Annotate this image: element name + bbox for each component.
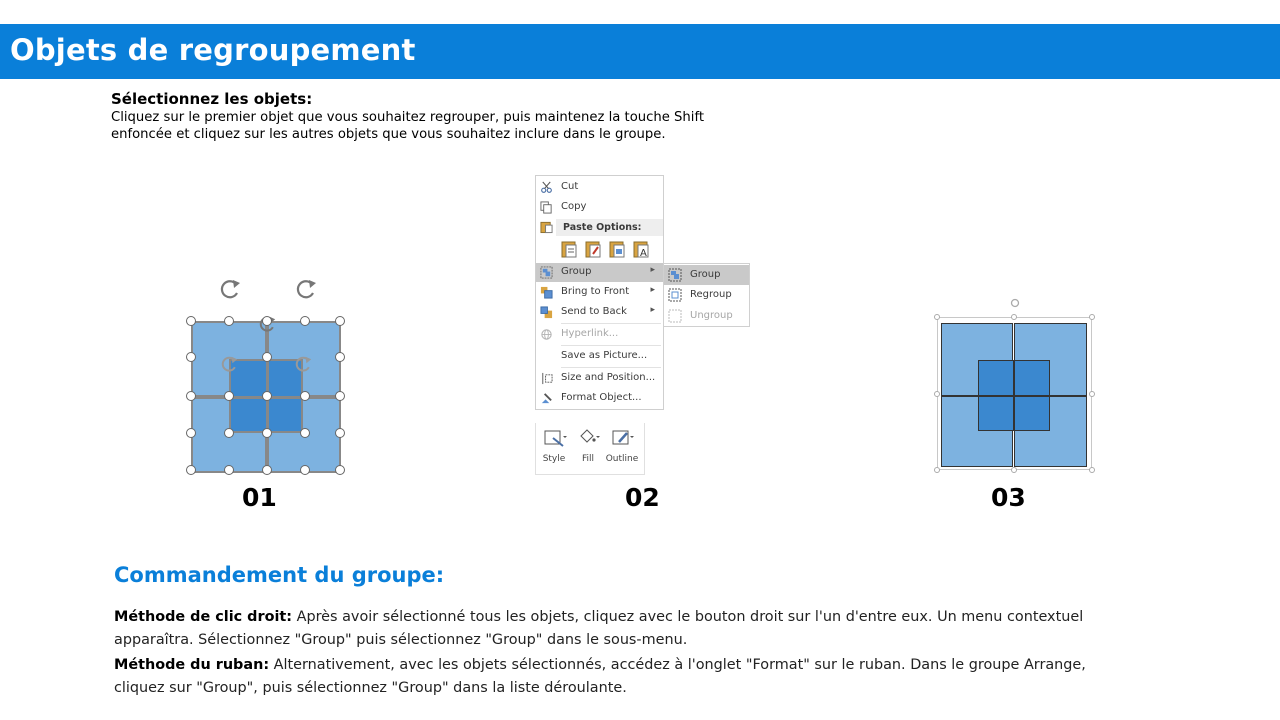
ribbon-method-text: Alternativement, avec les objets sélectionnés, accédez à l'onglet "Format" sur le ruban. Dans le groupe Arrange, cliquez sur "Group", puis sélectionnez "Group" dans la liste déroulante. [114, 657, 1086, 696]
shape-style-icon [543, 428, 567, 448]
format-object-icon [540, 392, 553, 405]
style-button[interactable] [537, 423, 571, 473]
resize-handle[interactable] [262, 316, 272, 326]
menu-item-label: Hyperlink... [561, 328, 619, 339]
resize-handle[interactable] [300, 391, 310, 401]
right-click-method [114, 606, 1114, 652]
style-label: Style [542, 454, 566, 464]
group-icon [540, 266, 553, 279]
fill-label: Fill [581, 454, 595, 464]
resize-handle[interactable] [224, 391, 234, 401]
menu-item-label: Save as Picture... [561, 350, 648, 361]
fill-button[interactable] [571, 423, 605, 473]
figure-grouped-object [930, 295, 1100, 480]
resize-handle[interactable] [186, 465, 196, 475]
menu-item-copy[interactable] [536, 198, 663, 217]
resize-handle[interactable] [335, 391, 345, 401]
resize-handle[interactable] [934, 314, 940, 320]
resize-handle[interactable] [262, 352, 272, 362]
menu-item-group[interactable] [536, 263, 663, 282]
step-number-1: 01 [242, 483, 277, 512]
resize-handle[interactable] [224, 428, 234, 438]
menu-item-cut[interactable] [536, 178, 663, 197]
copy-icon [540, 201, 553, 214]
resize-handle[interactable] [335, 316, 345, 326]
resize-handle[interactable] [186, 316, 196, 326]
bring-front-icon [540, 286, 553, 299]
menu-item-format-object[interactable] [536, 389, 663, 408]
rotate-handle-icon [218, 352, 242, 376]
menu-item-label: Bring to Front [561, 286, 630, 297]
submenu-item-group[interactable] [664, 265, 749, 285]
send-back-icon [540, 306, 553, 319]
submenu-item-label: Ungroup [690, 310, 733, 321]
mini-toolbar [535, 423, 645, 475]
svg-text:A: A [640, 248, 647, 259]
resize-handle[interactable] [335, 352, 345, 362]
submenu-item-ungroup[interactable] [664, 306, 749, 326]
menu-item-save-as-picture[interactable] [536, 347, 663, 366]
paint-bucket-icon [577, 428, 601, 448]
size-position-icon [540, 372, 553, 385]
resize-handle[interactable] [335, 428, 345, 438]
resize-handle[interactable] [186, 352, 196, 362]
resize-handle[interactable] [1089, 391, 1095, 397]
resize-handle[interactable] [262, 465, 272, 475]
page-title: Objets de regroupement [10, 33, 416, 67]
step-number-3: 03 [991, 483, 1026, 512]
right-click-method-text: Après avoir sélectionné tous les objets, cliquez avec le bouton droit sur l'un d'entre eux. Un menu contextuel apparaîtra. Sélectionnez "Group" puis sélectionnez "Group" dans le sous-menu. [114, 609, 1084, 648]
submenu-arrow-icon: ▸ [650, 305, 655, 315]
resize-handle[interactable] [262, 391, 272, 401]
clipboard-icon [540, 220, 553, 234]
resize-handle[interactable] [186, 428, 196, 438]
resize-handle[interactable] [934, 467, 940, 473]
resize-handle[interactable] [335, 465, 345, 475]
paste-text-only-icon[interactable] [633, 240, 650, 259]
menu-item-send-to-back[interactable] [536, 303, 663, 322]
commands-heading: Commandement du groupe: [114, 563, 445, 587]
menu-item-label: Size and Position... [561, 372, 656, 383]
resize-handle[interactable] [224, 316, 234, 326]
rotate-handle-icon [1009, 297, 1021, 309]
paste-keep-formatting-icon[interactable] [561, 240, 578, 259]
resize-handle[interactable] [186, 391, 196, 401]
intro-block [111, 90, 721, 143]
step-number-2: 02 [625, 483, 660, 512]
outline-button[interactable] [605, 423, 639, 473]
submenu-item-regroup[interactable] [664, 285, 749, 305]
submenu-arrow-icon: ▸ [650, 265, 655, 275]
intro-text: Cliquez sur le premier objet que vous souhaitez regrouper, puis maintenez la touche Shift enfoncée et cliquez sur les autres objets que vous souhaitez inclure dans le groupe. [111, 110, 705, 142]
menu-item-bring-to-front[interactable] [536, 283, 663, 302]
resize-handle[interactable] [934, 391, 940, 397]
rotate-handle-icon [292, 274, 322, 304]
resize-handle[interactable] [300, 316, 310, 326]
ribbon-method-label: Méthode du ruban: [114, 657, 270, 673]
submenu-arrow-icon: ▸ [650, 285, 655, 295]
outline-label: Outline [605, 454, 639, 464]
menu-item-label: Cut [561, 181, 579, 192]
resize-handle[interactable] [300, 465, 310, 475]
resize-handle[interactable] [1089, 314, 1095, 320]
resize-handle[interactable] [224, 465, 234, 475]
resize-handle[interactable] [1089, 467, 1095, 473]
rotate-handle-icon [216, 274, 246, 304]
ribbon-method [114, 654, 1114, 700]
regroup-icon [668, 288, 682, 302]
submenu-item-label: Group [690, 269, 721, 280]
menu-item-label: Format Object... [561, 392, 642, 403]
resize-handle[interactable] [300, 428, 310, 438]
right-click-method-label: Méthode de clic droit: [114, 609, 293, 625]
submenu-item-label: Regroup [690, 289, 732, 300]
intro-heading: Sélectionnez les objets: [111, 90, 313, 108]
menu-item-size-and-position[interactable] [536, 369, 663, 388]
resize-handle[interactable] [1011, 314, 1017, 320]
resize-handle[interactable] [1011, 467, 1017, 473]
menu-item-label: Group [561, 266, 592, 277]
paste-use-theme-icon[interactable] [585, 240, 602, 259]
group-icon [668, 268, 682, 282]
pen-outline-icon [611, 428, 635, 448]
menu-item-label: Send to Back [561, 306, 627, 317]
context-menu [535, 175, 664, 410]
rotate-handle-icon [292, 352, 316, 376]
scissors-icon [540, 181, 553, 194]
menu-item-label: Copy [561, 201, 587, 212]
paste-picture-icon[interactable] [609, 240, 626, 259]
paste-options-header: Paste Options: [556, 219, 663, 236]
resize-handle[interactable] [262, 428, 272, 438]
hyperlink-icon [540, 328, 553, 341]
menu-item-hyperlink[interactable] [536, 325, 663, 344]
group-submenu [663, 263, 750, 327]
title-bar [0, 24, 1280, 79]
ungroup-icon [668, 309, 682, 323]
figure-selected-objects [180, 270, 360, 485]
